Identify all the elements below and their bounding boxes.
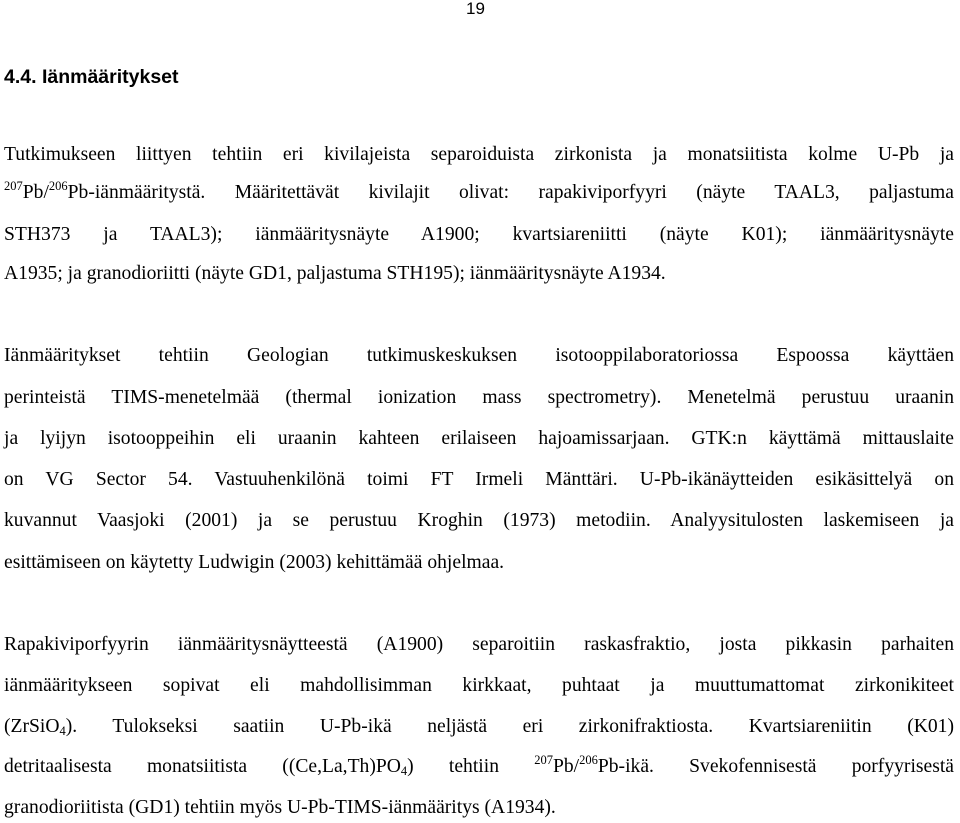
text-fragment: Pb-ikä. Svekofennisestä porfyyrisestä bbox=[597, 756, 954, 777]
page-number: 19 bbox=[466, 0, 485, 18]
paragraph-1-line-2 bbox=[4, 181, 954, 205]
superscript: 207 bbox=[4, 179, 23, 193]
paragraph-2-line-1: Iänmääritykset tehtiin Geologian tutkimuskeskuksen isotooppilaboratoriossa Espoossa käyttäen bbox=[4, 345, 954, 366]
text-fragment: ). Tulokseksi saatiin U-Pb-ikä neljästä eri zirkonifraktiosta. Kvartsiareniitin (K01) bbox=[65, 716, 954, 737]
text-fragment: Pb/ bbox=[552, 756, 580, 777]
paragraph-3-line-1: Rapakiviporfyyrin iänmääritysnäytteestä (A1900) separoitiin raskasfraktio, josta pikkasin parhaiten bbox=[4, 634, 954, 655]
text-fragment: detritaalisesta monatsiitista ((Ce,La,Th)PO bbox=[4, 756, 401, 777]
paragraph-2-line-4: on VG Sector 54. Vastuuhenkilönä toimi FT Irmeli Mänttäri. U-Pb-ikänäytteiden esikäsittelyä on bbox=[4, 469, 954, 490]
text-fragment: (ZrSiO bbox=[4, 716, 60, 737]
paragraph-3-line-2: iänmääritykseen sopivat eli mahdollisimman kirkkaat, puhtaat ja muuttumattomat zirkonikiteet bbox=[4, 675, 954, 696]
text-fragment: ) tehtiin bbox=[407, 756, 535, 777]
paragraph-3-line-5: granodioriitista (GD1) tehtiin myös U-Pb-TIMS-iänmääritys (A1934). bbox=[4, 797, 556, 818]
superscript: 206 bbox=[579, 753, 598, 767]
paragraph-3-line-3 bbox=[4, 715, 954, 739]
paragraph-2-line-5: kuvannut Vaasjoki (2001) ja se perustuu Kroghin (1973) metodiin. Analyysitulosten laskemiseen ja bbox=[4, 510, 954, 531]
paragraph-1-line-3: STH373 ja TAAL3); iänmääritysnäyte A1900; kvartsiareniitti (näyte K01); iänmääritysnäyte bbox=[4, 224, 954, 245]
section-heading: 4.4. Iänmääritykset bbox=[4, 66, 179, 88]
superscript: 207 bbox=[534, 753, 553, 767]
paragraph-2-line-3: ja lyijyn isotooppeihin eli uraanin kahteen erilaiseen hajoamissarjaan. GTK:n käyttämä mittauslaite bbox=[4, 428, 954, 449]
subscript: 4 bbox=[59, 724, 66, 738]
paragraph-2-line-2: perinteistä TIMS-menetelmää (thermal ionization mass spectrometry). Menetelmä perustuu uraanin bbox=[4, 387, 954, 408]
text-fragment: Pb/ bbox=[22, 182, 49, 203]
superscript: 206 bbox=[48, 179, 68, 193]
text-fragment: Pb-iänmääritystä. Määritettävät kivilajit olivat: rapakiviporfyyri (näyte TAAL3, paljastuma bbox=[67, 182, 954, 203]
paragraph-2-line-6: esittämiseen on käytetty Ludwigin (2003) kehittämää ohjelmaa. bbox=[4, 552, 505, 573]
paragraph-1-line-1: Tutkimukseen liittyen tehtiin eri kivilajeista separoiduista zirkonista ja monatsiitista kolme U-Pb ja bbox=[4, 144, 954, 165]
paragraph-3-line-4 bbox=[4, 755, 954, 779]
paragraph-1-line-4: A1935; ja granodioriitti (näyte GD1, paljastuma STH195); iänmääritysnäyte A1934. bbox=[4, 263, 666, 284]
subscript: 4 bbox=[400, 764, 408, 778]
